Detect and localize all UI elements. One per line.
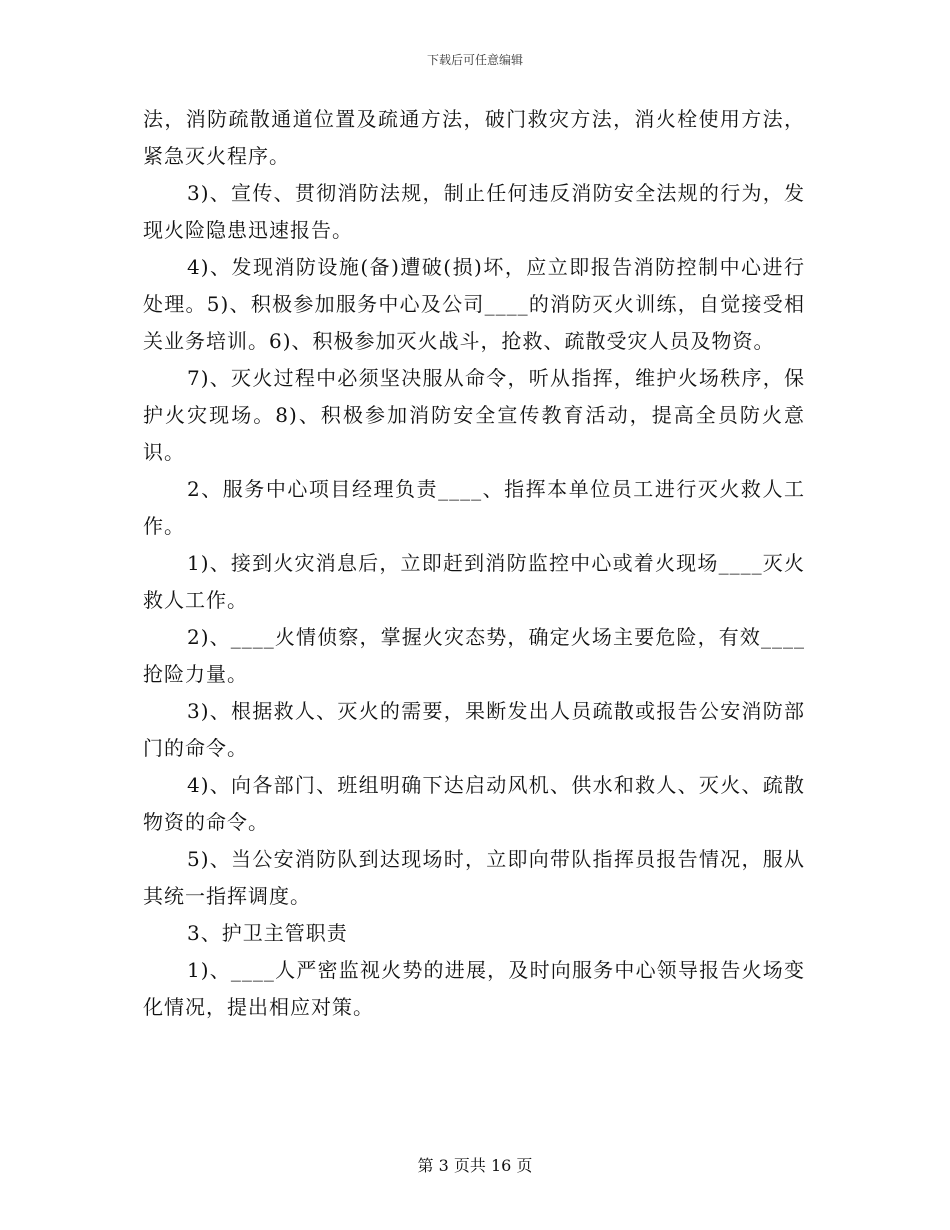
paragraph-ss-item-1: 1)、____人严密监视火势的进展，及时向服务中心领导报告火场变化情况，提出相应对策。 — [143, 958, 805, 1019]
paragraph-item-3: 3)、宣传、贯彻消防法规，制止任何违反消防安全法规的行为，发现火险隐患迅速报告。 — [143, 181, 805, 242]
page-header-note: 下载后可任意编辑 — [426, 53, 523, 67]
paragraph-pm-item-3: 3)、根据救人、灭火的需要，果断发出人员疏散或报告公安消防部门的命令。 — [143, 699, 805, 760]
page-number-footer: 第 3 页共 16 页 — [417, 1156, 533, 1175]
paragraph-item-7-8: 7)、灭火过程中必须坚决服从命令，听从指挥，维护火场秩序，保护火灾现场。8)、积极参加消防安全宣传教育活动，提高全员防火意识。 — [143, 366, 805, 464]
paragraph-continuation: 法，消防疏散通道位置及疏通方法，破门救灾方法，消火栓使用方法，紧急灭火程序。 — [143, 107, 805, 168]
paragraph-pm-item-1: 1)、接到火灾消息后，立即赶到消防监控中心或着火现场____灭火救人工作。 — [143, 551, 805, 612]
paragraph-pm-item-4: 4)、向各部门、班组明确下达启动风机、供水和救人、灭火、疏散物资的命令。 — [143, 773, 805, 834]
paragraph-item-4-6: 4)、发现消防设施(备)遭破(损)坏，应立即报告消防控制中心进行处理。5)、积极参加服务中心及公司____的消防灭火训练，自觉接受相关业务培训。6)、积极参加灭火战斗，抢救、疏散受灾人员及物资。 — [143, 255, 805, 353]
document-body — [143, 101, 805, 1026]
section-heading-project-manager: 2、服务中心项目经理负责____、指挥本单位员工进行灭火救人工作。 — [143, 477, 805, 538]
section-heading-security-supervisor: 3、护卫主管职责 — [187, 921, 348, 945]
paragraph-pm-item-2: 2)、____火情侦察，掌握火灾态势，确定火场主要危险，有效____抢险力量。 — [143, 625, 805, 686]
paragraph-pm-item-5: 5)、当公安消防队到达现场时，立即向带队指挥员报告情况，服从其统一指挥调度。 — [143, 847, 805, 908]
